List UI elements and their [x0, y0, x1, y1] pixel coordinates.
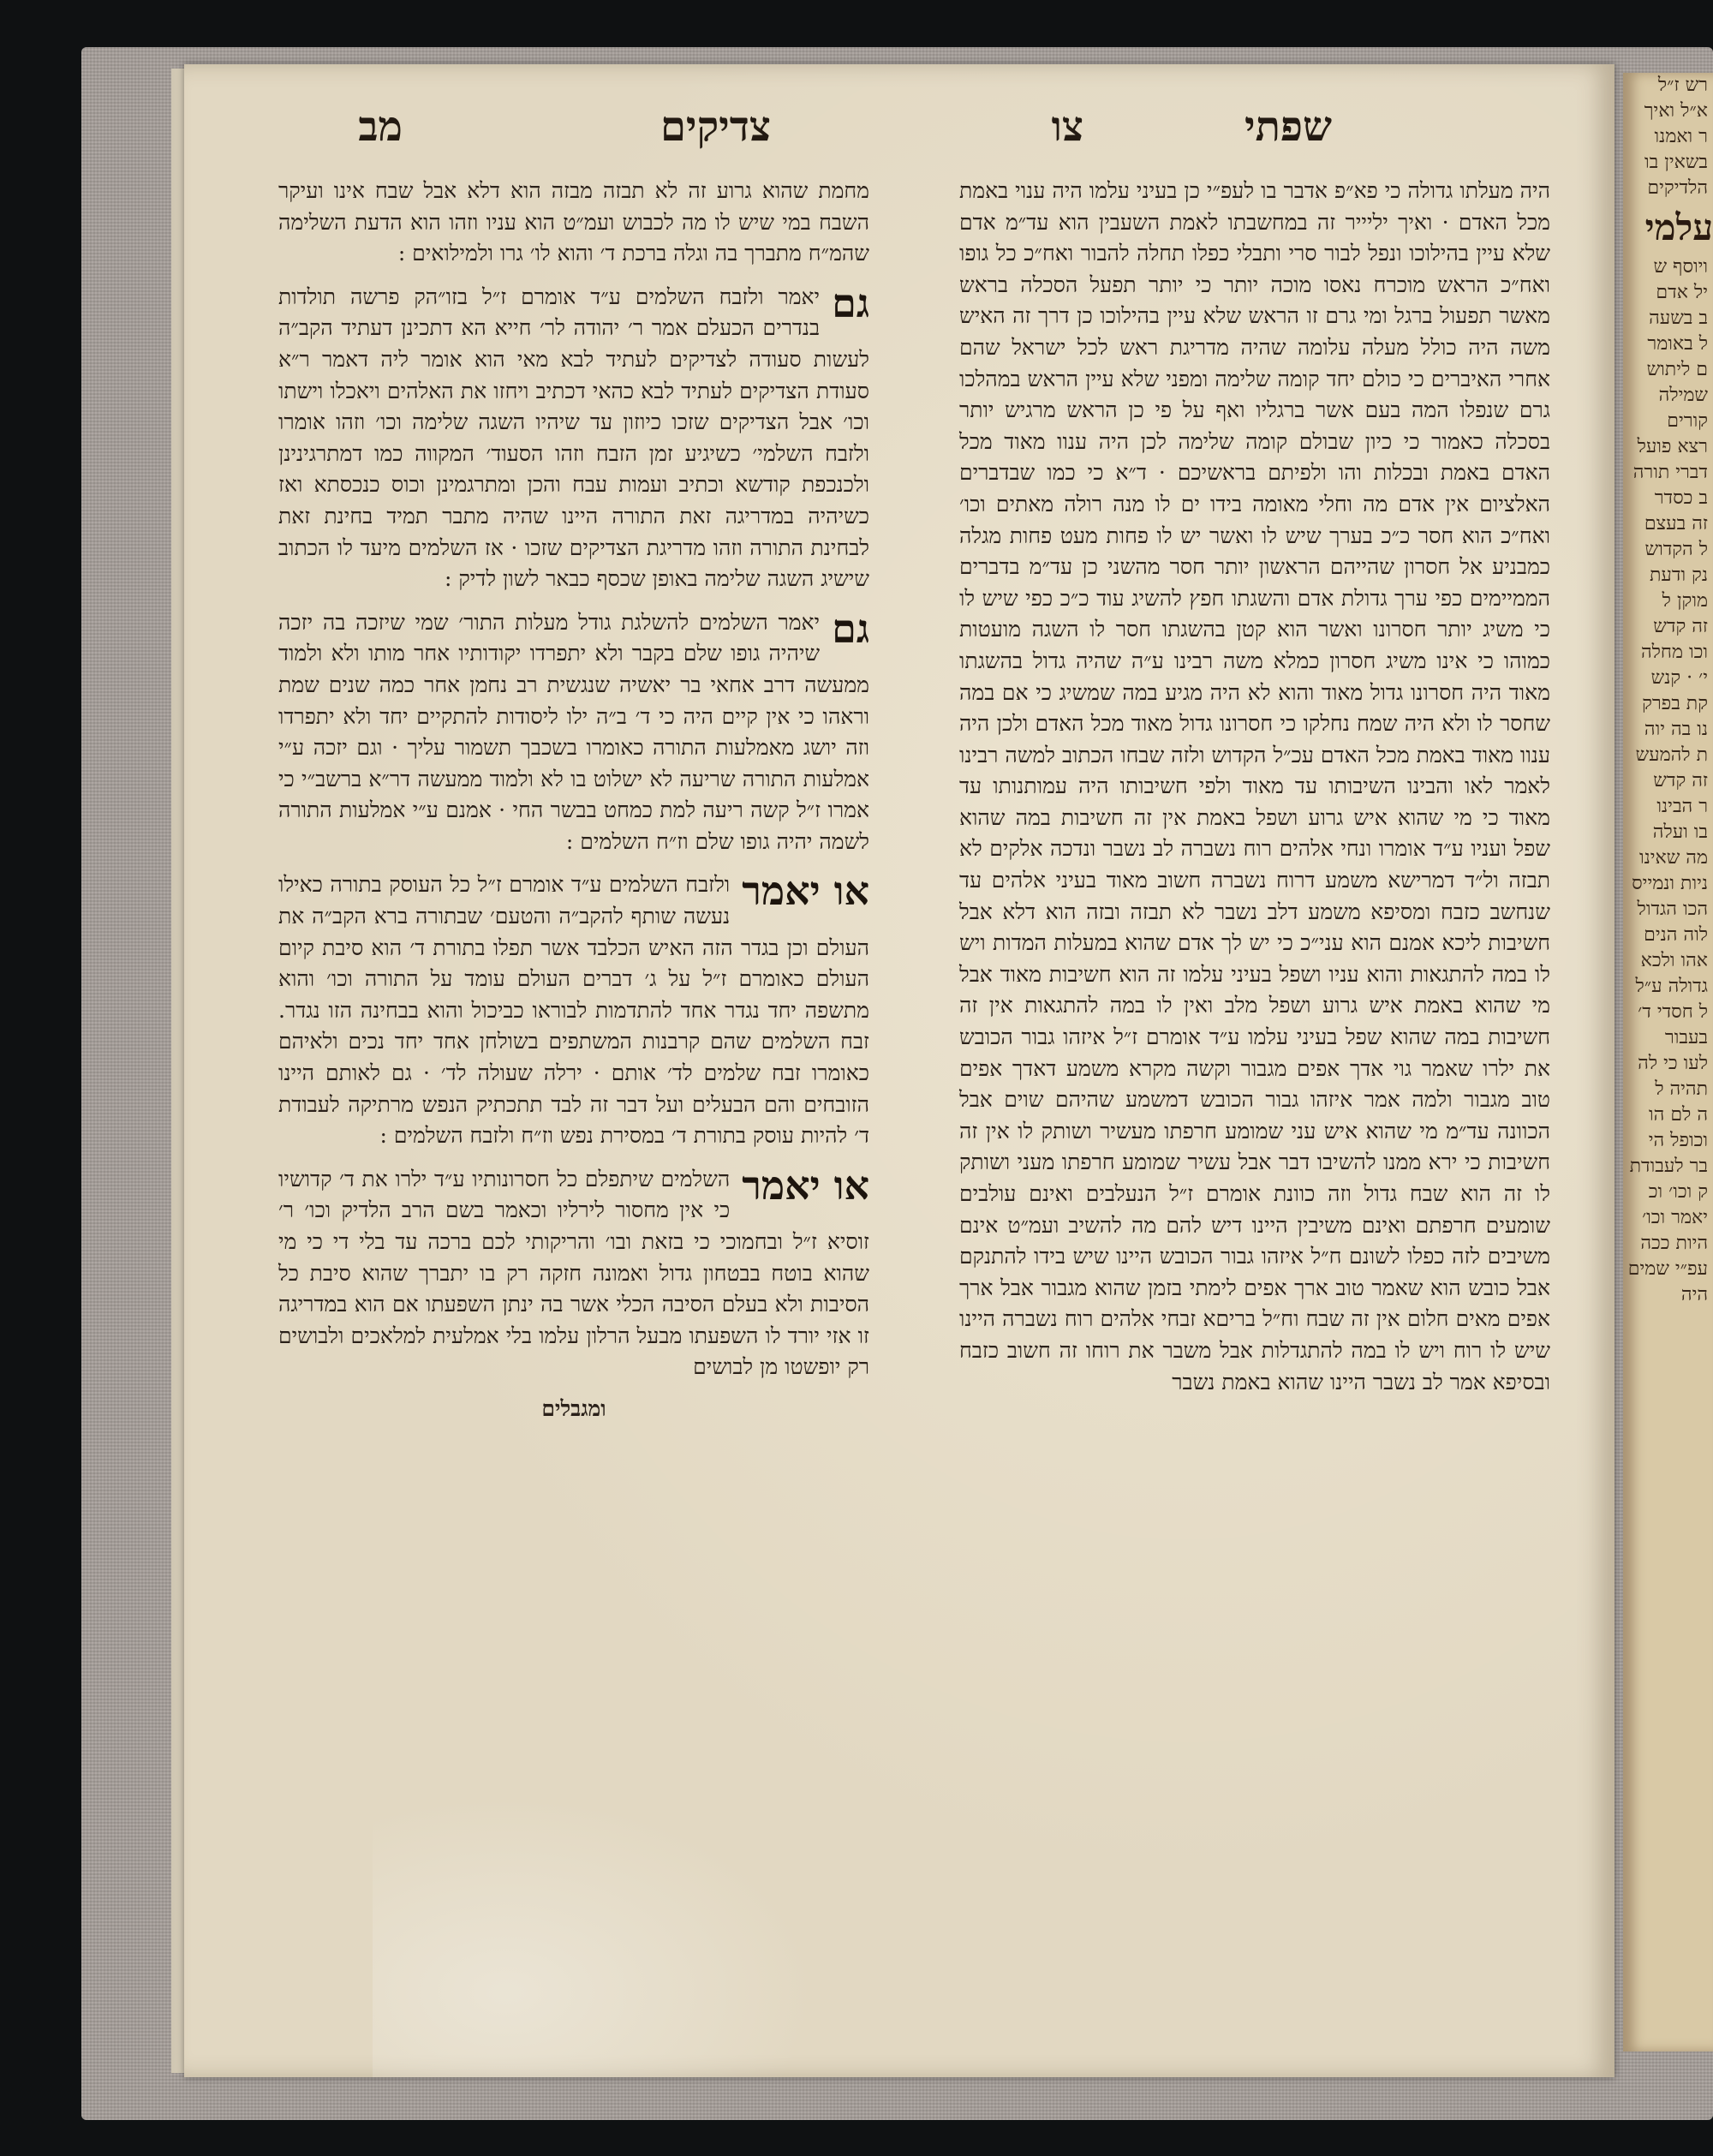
next-page-line: ם ליתוש — [1646, 359, 1708, 380]
next-page-line: ב בשעה — [1649, 308, 1708, 329]
next-page-line: קורים — [1667, 410, 1708, 432]
next-page-line: תהיה ל — [1655, 1078, 1708, 1100]
section-paragraph — [278, 279, 869, 595]
running-title-left: צדיקים — [660, 103, 771, 151]
next-page-line: רצא פועל — [1637, 436, 1708, 457]
section-lead-word: או יאמר — [742, 868, 869, 915]
next-page-line: ויוסף ש — [1653, 256, 1708, 278]
catchword: ומגבלים — [541, 1395, 606, 1421]
next-page-line: זה בעצם — [1644, 513, 1708, 535]
next-page-line: ר הבינו — [1656, 796, 1708, 817]
next-page-line: קת בפרק — [1642, 693, 1708, 714]
next-page-line: נו בה יוה — [1644, 719, 1708, 740]
running-title-right: שפתי — [1244, 103, 1332, 151]
next-page-line: יאמר וכו׳ — [1642, 1207, 1708, 1228]
next-page-line: היות ככה — [1640, 1233, 1708, 1254]
next-page-line: ל הקדוש — [1644, 539, 1708, 560]
next-page-line: גדולה ע״ל — [1635, 976, 1708, 997]
next-page-line: מה שאינו — [1638, 847, 1708, 869]
section-paragraph — [278, 607, 869, 858]
next-page-line: אהו ולכא — [1640, 950, 1708, 971]
next-page-line: הלדיקים — [1647, 177, 1708, 199]
section-paragraph — [278, 1164, 869, 1383]
section-lead-word: גם — [832, 605, 869, 652]
next-page-line: דברי תורה — [1632, 462, 1708, 483]
next-page-line: שמילה — [1658, 385, 1708, 406]
next-page-line: הכו הגדול — [1637, 899, 1708, 920]
next-page-line: ב כסדר — [1654, 487, 1708, 509]
next-page-line: היה — [1680, 1284, 1708, 1305]
section-lead-word: גם — [832, 279, 869, 326]
next-page-edge — [1623, 73, 1713, 2051]
next-page-line: א״ל ואיך — [1644, 100, 1708, 122]
next-page-line: מוקן ל — [1662, 590, 1708, 612]
section-lead-word: או יאמר — [742, 1162, 869, 1209]
section-text: יאמר השלמים להשלגת גודל מעלות התור׳ שמי שיזכה בה יזכה שיהיה גופו שלם בקבר ולא יתפרדו יקודותיו אחר מותו ולא ולמוד ממעשה דרב אחאי בר יאשיה שנגשית רב נחמן אחר כמה שנים שמת וראהו כי אין קיים היה כי ד׳ ב״ה ילו ליסודות להתקיים יחד ולא יתפרדו וזה יושג מאמלעות התורה כאומרו בשכבך תשמור עליך · וגם יזכה ע״י אמלעות התורה שריעה לא ישלוט בו לא ולמוד ממעשה דר״א ברשב״י כי אמרו ז״ל קשה ריעה למת כמחט בבשר החי · אמנם ע״י אמלעות התורה לשמה יהיה גופו שלם וז״ח השלמים : — [278, 609, 869, 854]
next-page-line: יל אדם — [1656, 282, 1708, 303]
next-page-line: וכו מחלה — [1640, 642, 1708, 663]
section-text: השלמים שיתפלם כל חסרונותיו ע״ד ילרו את ד׳ קדושיו כי אין מחסור לירליו וכאמר בשם הרב הלדיק וכו׳ ר׳ זוסיא ז״ל ובחמוכי כי בזאת ובו׳ והריקותי לכם ברכה עד בלי די כי מי שהוא בוטח בבטחון גדול ואמונה חזקה רק בו יתברך שהוא סיבת כל הסיבות ולא בעלם הסיבה הכלי אשר בה ינתן השפעתו אם הוא במדריגה זו אזי יורד לו השפעתו מבעל הרלון עלמו בלי אמלעית למלאכים ולבושים רק יופשטו מן לבושים — [278, 1166, 869, 1380]
column-paragraph: היה מעלתו גדולה כי פא״פ אדבר בו לעפ״י כן בעיני עלמו היה ענוי באמת מכל האדם · ואיך יליייר זה במחשבתו לאמת השעבין הוא עד״מ אדם שלא עיין בהילוכו ונפל לבור סרי ותבלי כפלו תחלה להבור ואח״כ כל גופו ואח״כ הראש מוכרח נאסו מוכה יותר כי יותר תפעל הסכלה בראש מאשר תפעול ברגל ומי גרם זו הראש שלא עיין בהילוכו כן דרך זה האיש משה היה כולל מעלה עלומה שהיה מדריגת ראש לכל ישראל שהם אחרי האיברים כי כולם יחד קומה שלימה ומפני שלא עיין הראש במהלכו גרם שנפלו המה בעם אשר ברגליו ואף על פי כן הראש מרגיש יותר בסכלה כאמור כי כיון שבולם קומה שלימה לכן היה ענוו מאוד מכל האדם באמת ובכלות והו ולפיתם בראשיכם · ד״א כי כמו שבדברים האלציום אין אדם מה וחלי מאומה בידו ים לו מנה רולה מאתים וכו׳ ואח״כ הוא חסר כ״כ בערך שיש לו ואשר יש לו פחות מעט פחות מגלה כמבניע אל חסרון שהייהם הראשון יותר חסר מהשני כן עד״מ בדברים הממיימים כפי ערך גדולת אדם והשגתו חפץ להשיג עוד כ״כ כפי שיש לו כי משיג יותר חסרונו ואשר הוא קטן בהשגתו חסר לו השגה מועטות כמוהו כי אינו משיג חסרון כמלא משה רבינו ע״ה שהיה גדול בהשגתו מאוד היה חסרונו גדול מאוד והוא לא היה מגיע במה שמשיג כי אם במה שחסר לו ולא היה שמח נחלקו כי חסרונו גדול מאוד מכל האדם ולכן היה ענוו מאוד באמת מכל האדם עכ״ל הקדוש ולזה שבחו הכתוב למשה רבינו לאמר לאו והבינו השיבותו עד מאוד ולפי חשיבותו היה עמותנותו עד מאוד כי מי שהוא איש גרוע ושפל באמת אין זה חשיבות במה שהוא שפל ועניו ע״ד אומרו ונחי אלהים רוח נשברה לב נשבר ונדכה אלקים לא תבזה ול״ד דמרישא משמע דרוח נשברה חשוב מאוד בעיני אלהים עד שנחשב כזבח ומסיפא משמע דלב נשבר לא תבזה ובזה הוא דלא אבל חשיבות ליכא אמנם הוא עני״כ כי יש לך אדם שהוא במעלות המדות ויש לו במה להתגאות והוא עניו ושפל בעיני עלמו זה הוא חשיבות מאוד אבל מי שהוא באמת איש גרוע ושפל מלב ואין לו במה להתגאות אין זה חשיבות במה שהוא שפל בעיני עלמו ע״ד אומרם ז״ל איזהו גבור הכובש את ילרו שאמר גוי אדך אפים מגבור וקשה מקרא משמע דאדך אפים טוב מגבור ולמה אמר איזהו גבור הכובש דמשמע שהיהם שוים אבל הכוונה עד״מ מי שהוא איש עני שמומע חרפתו מעשיר ושותק לו אין זה חשיבות כי ירא ממנו להשיבו דבר אבל עשיר שמומע חרפתו מעני ושותק לו זה הוא שבח גדול וזה כוונת אומרם ז״ל הנעלבים ואינם עולבים שומעים חרפתם ואינם משיבין היינו דיש להם מה להשיב ועמ״ט אינם משיבים לזה כפלו לשונם ח״ל איזהו גבור הכובש היינו שיש בידו להתנקם אבל כובש הוא שאמר טוב ארך אפים לימתי בזמן שהוא מגבור אבל ארך אפים מאים חלום אין זה שבח וח״ל בריםא זבחי אלהים רוח נשברה היינו שיש לו רוח ויש לו במה להתגדלות אבל משבר את רוחו זה חשוב כזבח ובסיפא אמר לב נשבר היינו שהוא באמת נשבר — [959, 178, 1550, 1395]
next-page-heading: עלמי — [1644, 206, 1713, 248]
page-number-left: מב — [358, 103, 403, 151]
next-page-line: עפ״י שמים — [1627, 1258, 1708, 1280]
text-column-left — [278, 176, 869, 1974]
next-page-line: רש ז״ל — [1657, 75, 1708, 96]
next-page-line: י׳ · קנש — [1650, 667, 1708, 689]
page-header — [236, 103, 1563, 171]
next-page-line: נק ודעת — [1650, 564, 1708, 586]
next-page-line: לוה הנים — [1644, 924, 1708, 946]
next-page-line: בר לעבודת — [1629, 1156, 1708, 1177]
next-page-line: ת להמעש — [1635, 744, 1708, 766]
next-page-line: לעו כי לה — [1638, 1053, 1708, 1074]
page-number-right: צו — [1051, 103, 1083, 151]
next-page-line: ה לם הו — [1649, 1104, 1708, 1126]
next-page-line: זה קדש — [1653, 770, 1708, 791]
next-page-line: זה קדש — [1653, 616, 1708, 637]
text-column-right — [959, 176, 1550, 1974]
next-page-line: ניות ונמייס — [1632, 873, 1708, 894]
section-text: ולזבח השלמים ע״ד אומרם ז״ל כל העוסק בתורה כאילו נעשה שותף להקב״ה והטעם׳ שבתורה ברא הקב״ה את העולם וכן בגדר הזה האיש הכלבד אשר תפלו בתורת ד׳ הוא סיבת קיום העולם כאומרם ז״ל על ג׳ דברים העולם עומד על התורה וכו׳ והוא מתשפה יחד נגדר אחד להתדמות לבוראו כביכול והוא בבחינה הזו נגדר. זבח השלמים שהם קרבנות המשתפים בשולחן אחד יחד נכים ולאיהם כאומרו זבח שלמים לד׳ אותם · ירלה שעולה לד׳ · גם לאותם היינו הזובחים והם הבעלים ועל דבר זה לבד תתכתיק הנפש מרתיקה לעבודת ד׳ להיות עוסק בתורת ד׳ במסירת נפש וז״ח ולזבח השלמים : — [278, 872, 869, 1149]
next-page-text — [1623, 73, 1713, 1308]
book-page — [184, 64, 1615, 2077]
section-paragraph — [278, 869, 869, 1151]
next-page-line: ק וכו׳ וכ — [1648, 1181, 1708, 1203]
section-text: יאמר ולזבח השלמים ע״ד אומרם ז״ל בזו״הק פרשה תולדות בנדרים הכעלם אמר ר׳ יהודה לר׳ חייא הא דתכינן דעתיד הקב״ה לעשות סעודה לצדיקים לעתיד לבא מאי הוא אומר ליה דאמר ר״א סעודת הצדיקים לעתיד לבא כהאי דכתיב ויחזו את האלהים ויאכלו וישתו וכו׳ אבל הצדיקים שזכו כיוזון עד שיהיו השגה שלימה וכו׳ וזהו אומרו ולזבח השלמי׳ כשיגיע זמן הזבח וזהו הסעוד׳ המקווה כמו דמתרגינינן ולכנכפת קודשא וכתיב ועמות עבח והכן ומתרגמינן וכוס כנכסתא ואז כשיהיה במדריגה זאת התורה היינו שהיה מתבר תמיד בחינת זאת לבחינת התורה וזהו מדריגת הצדיקים שזכו · אז השלמים מיעד לו הכתוב שישיג השגה שלימה באופן שכסף כבאר לשון לדיק : — [278, 284, 869, 592]
next-page-line: בו ועלה — [1652, 821, 1708, 843]
next-page-line: וכופל הי — [1648, 1130, 1708, 1151]
next-page-line: ר ואמנו — [1654, 126, 1708, 147]
next-page-line: ל חסדי ד׳ — [1638, 1001, 1708, 1023]
intro-paragraph: מחמת שהוא גרוע זה לא תבזה מבזה הוא דלא אבל שבח אינו ועיקר השבח במי שיש לו מה לכבוש ועמ״ט הוא עניו וזהו הוא הדעת השלימה שהמ״ח מתברך בה וגלה ברכת ד׳ והוא לו׳ גרו ולמילואים : — [278, 178, 869, 266]
next-page-line: ל באומר — [1647, 333, 1708, 355]
next-page-line: בשאין בו — [1644, 152, 1708, 173]
next-page-line: בעבור — [1664, 1027, 1708, 1048]
